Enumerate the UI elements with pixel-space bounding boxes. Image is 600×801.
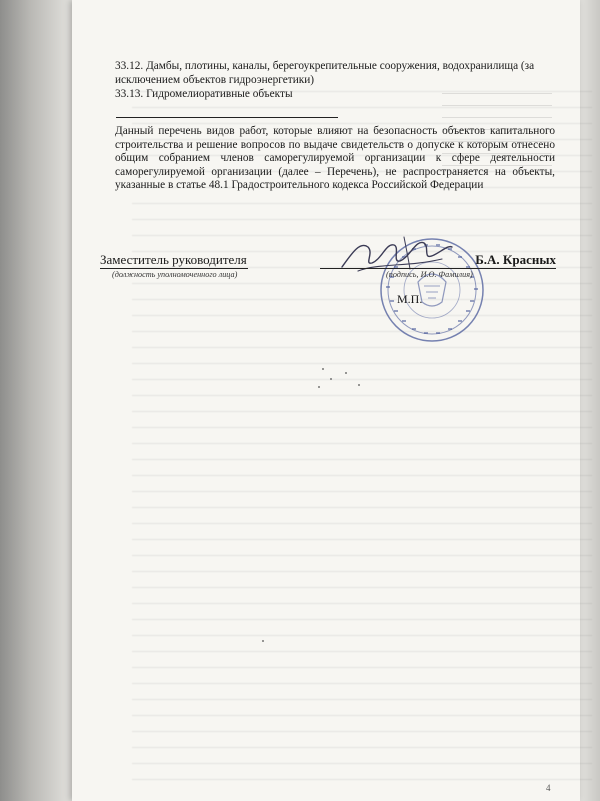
list-item-33-12-line1: 33.12. Дамбы, плотины, каналы, берегоукрепительные сооружения, водохранилища (за xyxy=(115,60,535,72)
scope-paragraph: Данный перечень видов работ, которые влияют на безопасность объектов капитального строительства и решение вопросов по выдаче свидетельств о допуске к которым отнесено общим собранием членов саморегулируемой организации к сфере деятельности саморегулируемой организации (далее – Перечень), не распространяется на объекты, указанные в статье 48.1 Градостроительного кодекса Российской Федерации xyxy=(115,125,555,192)
name-caption: (подпись, И.О. Фамилия) xyxy=(386,270,473,279)
signature-underline xyxy=(320,268,556,269)
signer-name: Б.А. Красных xyxy=(475,252,556,267)
scan-left-shadow xyxy=(0,0,75,801)
scan-speck xyxy=(358,384,360,386)
signature-row xyxy=(100,252,556,272)
scan-speck xyxy=(330,378,332,380)
position-caption: (должность уполномоченного лица) xyxy=(112,270,238,279)
document-page xyxy=(72,0,580,801)
scan-speck xyxy=(322,368,324,370)
list-item-33-13: 33.13. Гидромелиоративные объекты xyxy=(115,88,293,100)
separator-line xyxy=(116,117,338,118)
stamp-place-label: М.П. xyxy=(397,292,423,306)
scan-speck xyxy=(318,386,320,388)
list-item-33-12-line2: исключением объектов гидроэнергетики) xyxy=(115,74,315,86)
signer-position: Заместитель руководителя xyxy=(100,252,247,267)
scan-speck xyxy=(345,372,347,374)
position-underline xyxy=(100,268,248,269)
scan-speck xyxy=(262,640,264,642)
page-number: 4 xyxy=(546,783,551,793)
